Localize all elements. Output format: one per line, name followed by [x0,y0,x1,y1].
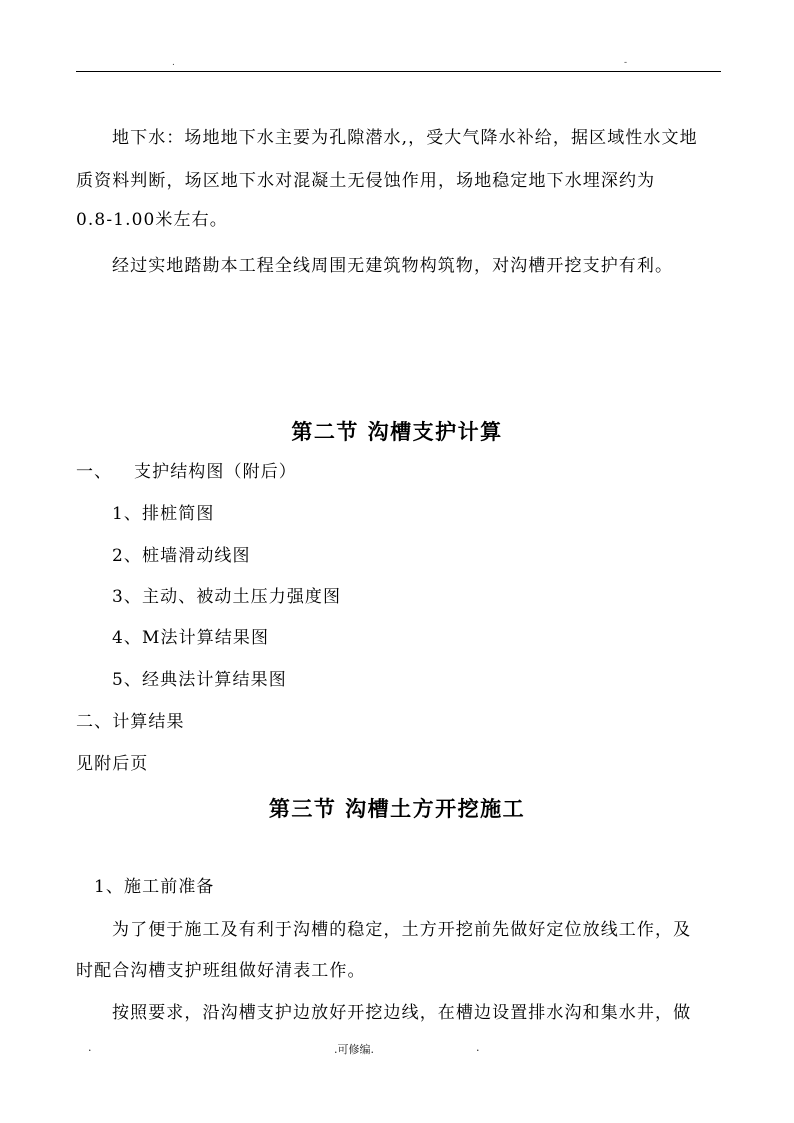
groundwater-line-2: 质资料判断，场区地下水对混凝土无侵蚀作用，场地稳定地下水埋深约为 [76,171,656,191]
header-right-mark: - [624,58,628,68]
excavation-line-1: 按照要求，沿沟槽支护边放好开挖边线，在槽边设置排水沟和集水井，做 [112,1003,692,1023]
header-left-mark: . [172,58,175,68]
item-2-text: 见附后页 [76,754,149,774]
survey-paragraph: 经过实地踏勘本工程全线周围无建筑物构筑物，对沟槽开挖支护有利。 [112,256,674,276]
sub-item-2: 2、桩墙滑动线图 [112,546,251,566]
groundwater-line-1: 地下水：场地地下水主要为孔隙潜水,，受大气降水补给，据区域性水文地 [112,128,698,148]
section-2-title: 第二节 沟槽支护计算 [291,419,503,444]
groundwater-line-3: 0.8-1.00米左右。 [76,210,228,230]
item-1-number: 一、 [76,462,113,482]
prep-line-2: 时配合沟槽支护班组做好清表工作。 [76,961,366,981]
footer-text: .可修编. [334,1043,374,1056]
footer-left-mark: . [88,1041,92,1054]
section-3-title: 第三节 沟槽土方开挖施工 [268,796,526,821]
prep-line-1: 为了便于施工及有利于沟槽的稳定，土方开挖前先做好定位放线工作，及 [112,920,692,940]
sub-item-1: 1、排桩简图 [112,504,215,524]
sub-item-5: 5、经典法计算结果图 [112,670,287,690]
footer-right-mark: . [476,1041,480,1054]
item-1-text: 支护结构图（附后） [134,462,297,482]
sub-item-4: 4、M法计算结果图 [112,628,270,648]
header-rule [76,71,721,72]
prep-heading: 1、施工前准备 [94,877,215,897]
sub-item-3: 3、主动、被动土压力强度图 [112,587,342,607]
item-2-heading: 二、计算结果 [76,712,185,732]
